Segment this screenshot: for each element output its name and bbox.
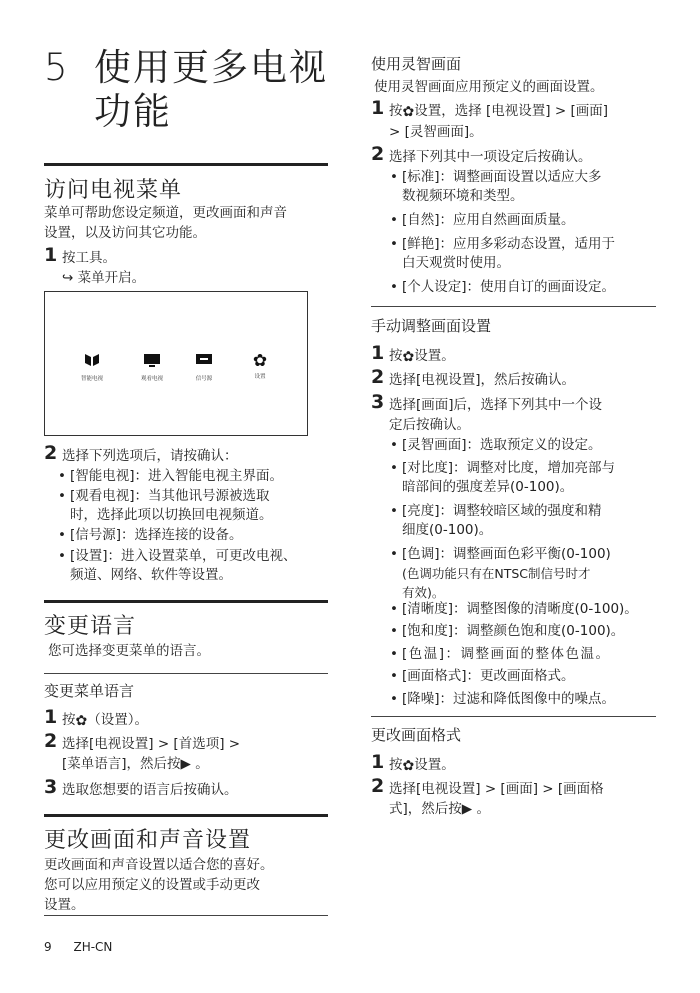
smart-tv-icon-block: 智能电视 [67,352,117,382]
chapter-title-line2: 功能 [94,90,172,133]
watch-tv-icon-block: 观看电视 [127,352,177,382]
chapter-number: 5 [44,46,68,89]
smart-tv-icon [67,352,117,372]
subsection-rule [371,306,656,307]
watch-tv-icon [127,352,177,372]
settings-icon: ✿ [252,351,268,371]
access-menu-intro: 菜单可帮助您设定频道，更改画面和声音 设置，以及访问其它功能。 [44,205,287,241]
menu-screenshot [44,291,308,436]
settings-gear-icon: ✿ [75,713,88,729]
access-step-1-result: ↪ 菜单开启。 [62,270,146,286]
access-menu-heading: 访问电视菜单 [44,178,183,203]
settings-gear-icon: ✿ [402,758,415,774]
settings-gear-icon: ✿ [402,349,415,365]
source-icon-block: 信号源 [179,352,229,382]
picture-format-heading: 更改画面格式 [371,726,462,744]
subsection-rule [371,716,656,717]
page-number: 9 [44,940,52,954]
page-footer [44,940,130,954]
subsection-rule [44,915,328,916]
language-subheading: 变更菜单语言 [44,682,135,700]
section-rule [44,163,328,166]
manual-picture-heading: 手动调整画面设置 [371,317,492,335]
settings-icon-block: ✿ 设置 [235,352,285,380]
smart-picture-heading: 使用灵智画面 [371,55,462,73]
smart-picture-intro: 使用灵智画面应用预定义的画面设置。 [374,79,604,95]
language-code: ZH-CN [73,940,113,954]
picture-sound-heading: 更改画面和声音设置 [44,828,252,853]
language-heading: 变更语言 [44,614,137,639]
settings-gear-icon: ✿ [402,104,415,120]
chapter-title-line1: 使用更多电视 [94,46,328,89]
language-intro: 您可选择变更菜单的语言。 [48,643,210,659]
section-rule [44,600,328,603]
section-rule [44,814,328,817]
chapter-title [94,46,328,134]
subsection-rule [44,673,328,674]
source-icon [179,352,229,372]
picture-sound-intro: 更改画面和声音设置以适合您的喜好。 您可以应用预定义的设置或手动更改 设置。 [44,857,274,913]
